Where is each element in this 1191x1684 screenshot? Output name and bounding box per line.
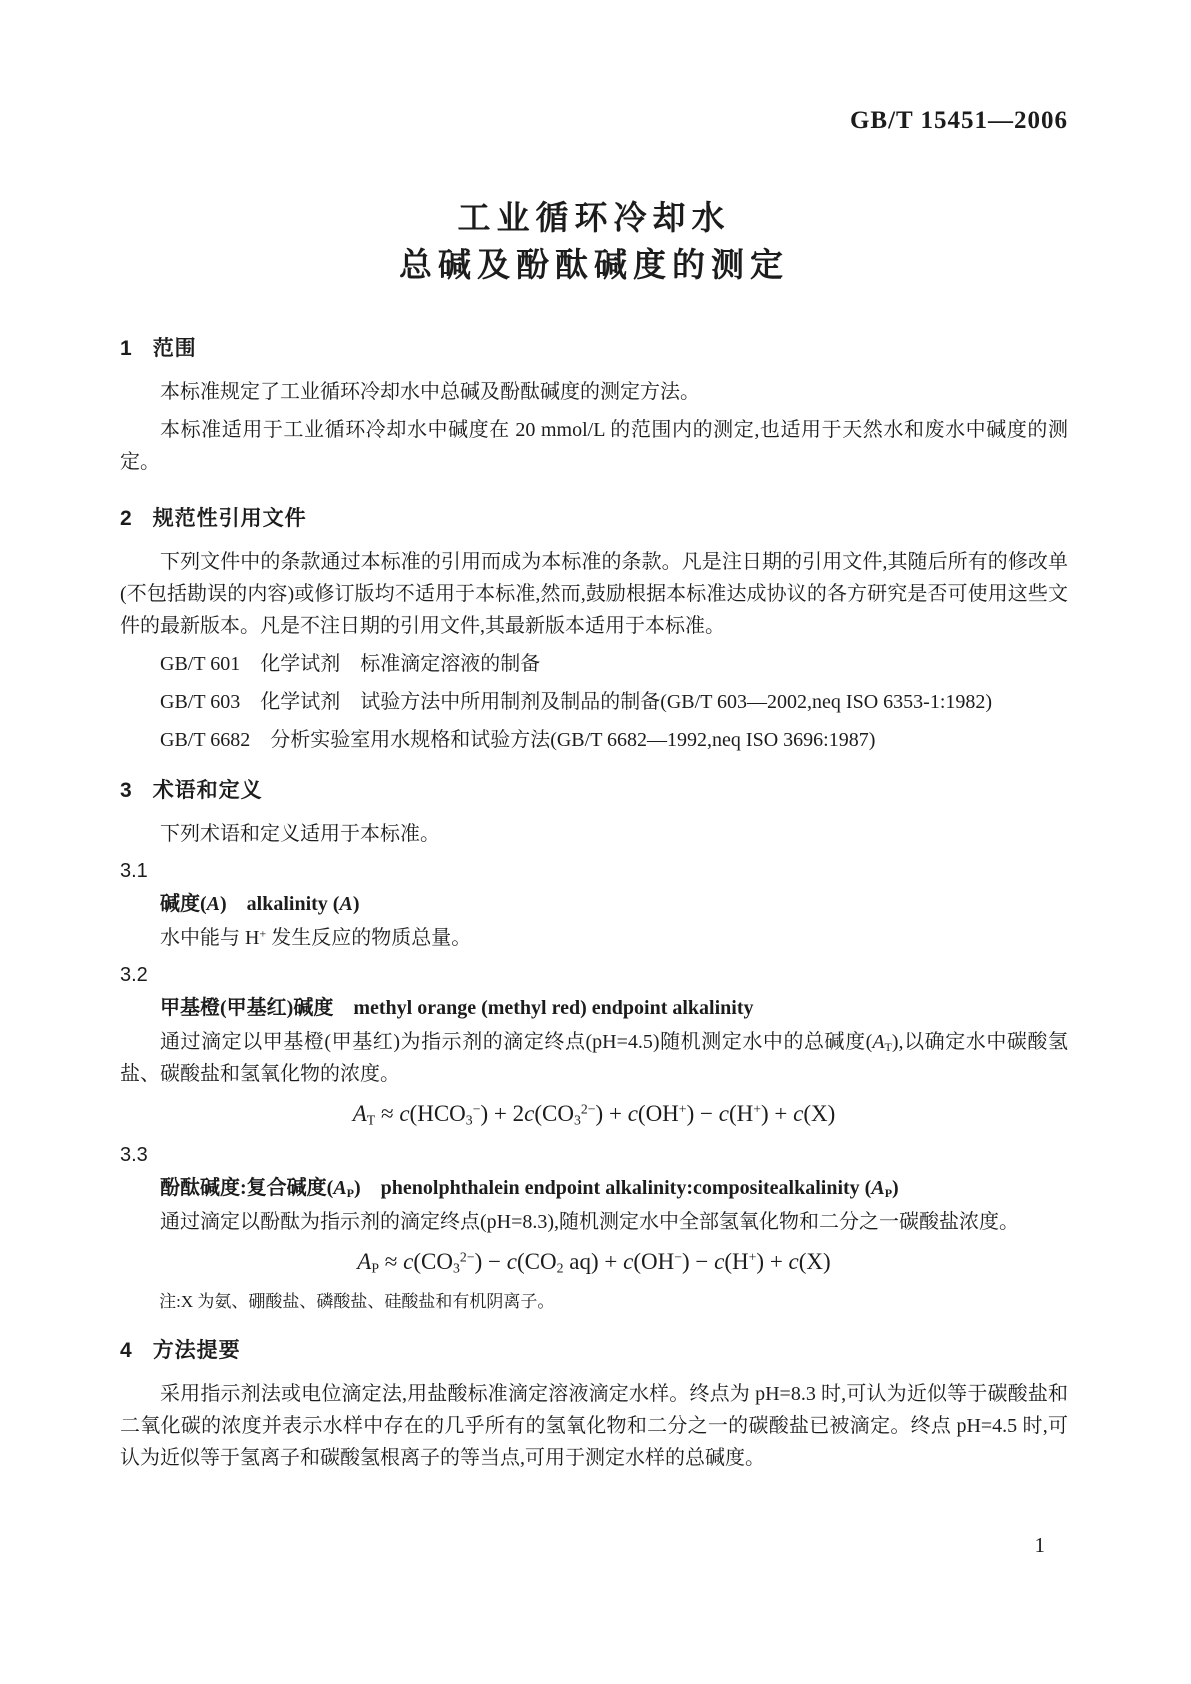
- clause-3-2-term: 甲基橙(甲基红)碱度 methyl orange (methyl red) endpoint alkalinity: [160, 997, 754, 1019]
- reference-item: GB/T 601 化学试剂 标准滴定溶液的制备: [160, 653, 541, 675]
- clause-3-1-term: 碱度(A) alkalinity (A): [160, 893, 360, 915]
- clause-3-2-definition: 通过滴定以甲基橙(甲基红)为指示剂的滴定终点(pH=4.5)随机测定水中的总碱度$(A_T)$,以确定水中碳酸氢盐、碳酸盐和氢氧化物的浓度。: [120, 1031, 1068, 1085]
- reference-item: GB/T 6682 分析实验室用水规格和试验方法(GB/T 6682—1992,neq ISO 3696:1987): [160, 729, 876, 751]
- section-3-title: 术语和定义: [152, 779, 263, 802]
- section-3-intro: 下列术语和定义适用于本标准。: [160, 823, 440, 845]
- section-1-scope: [120, 334, 1068, 478]
- section-4-para-1: 采用指示剂法或电位滴定法,用盐酸标准滴定溶液滴定水样。终点为 pH=8.3 时,可认为近似等于碳酸盐和二氧化碳的浓度并表示水样中存在的几乎所有的氢氧化物和二分之一的碳酸盐已被滴定。终点 pH=4.5 时,可认为近似等于氢离子和碳酸氢根离子的等当点,可用于测定水样的总碱度。: [120, 1383, 1068, 1469]
- section-4-heading: [120, 1336, 1068, 1366]
- formula-phenolphthalein-alkalinity: $A_P \approx c(CO_3^{2-}) - c(CO_2$ aq) + c(OH−) − c(H+) + c(X): [357, 1249, 831, 1276]
- note-x-definition: 注:X 为氨、硼酸盐、磷酸盐、硅酸盐和有机阴离子。: [159, 1292, 555, 1311]
- section-1-title: 范围: [152, 337, 197, 360]
- section-4-title: 方法提要: [152, 1339, 241, 1362]
- section-2-number: 2: [120, 507, 133, 530]
- section-4-number: 4: [120, 1339, 133, 1362]
- reference-item: GB/T 603 化学试剂 试验方法中所用制剂及制品的制备(GB/T 603—2002,neq ISO 6353-1:1982): [160, 691, 993, 713]
- section-4-method-summary: [120, 1336, 1068, 1474]
- section-3-heading: [120, 776, 1068, 806]
- clause-3-3-term: 酚酞碱度:复合碱度$(A_P)$ phenolphthalein endpoint alkalinity:compositealkalinity $(A_P)$: [160, 1177, 899, 1200]
- clause-3-3: [120, 1140, 1068, 1316]
- section-1-heading: [120, 334, 1068, 364]
- standard-number: GB/T 15451—2006: [849, 107, 1068, 134]
- section-1-number: 1: [120, 337, 133, 360]
- title-line-1: 工业循环冷却水: [457, 199, 731, 236]
- section-1-para-1: 本标准规定了工业循环冷却水中总碱及酚酞碱度的测定方法。: [160, 381, 700, 403]
- clause-3-1: [120, 856, 1068, 954]
- section-2-para-1: 下列文件中的条款通过本标准的引用而成为本标准的条款。凡是注日期的引用文件,其随后所有的修改单(不包括勘误的内容)或修订版均不适用于本标准,然而,鼓励根据本标准达成协议的各方研究是否可使用这些文件的最新版本。凡是不注日期的引用文件,其最新版本适用于本标准。: [120, 551, 1068, 637]
- section-2-normative-references: [120, 504, 1068, 756]
- clause-3-2-number: 3.2: [120, 964, 148, 986]
- section-1-para-2: 本标准适用于工业循环冷却水中碱度在 20 mmol/L 的范围内的测定,也适用于天然水和废水中碱度的测定。: [120, 419, 1068, 473]
- section-2-heading: [120, 504, 1068, 534]
- clause-3-1-number: 3.1: [120, 860, 148, 882]
- page-number: 1: [1034, 1533, 1045, 1557]
- section-2-title: 规范性引用文件: [152, 507, 307, 530]
- clause-3-3-definition: 通过滴定以酚酞为指示剂的滴定终点(pH=8.3),随机测定水中全部氢氧化物和二分之一碳酸盐浓度。: [160, 1211, 1020, 1233]
- section-3-number: 3: [120, 779, 133, 802]
- title-line-2: 总碱及酚酞碱度的测定: [399, 246, 789, 283]
- clause-3-3-number: 3.3: [120, 1144, 148, 1166]
- clause-3-2: [120, 960, 1068, 1132]
- clause-3-1-definition: 水中能与 H+ 发生反应的物质总量。: [160, 926, 472, 949]
- section-3-terms-definitions: [120, 776, 1068, 1316]
- document-title: [120, 194, 1068, 288]
- formula-total-alkalinity: $A_T \approx c(HCO_3^-) + 2c(CO_3^{2-}) + c(OH^+) - c(H^+) + c(X)$: [352, 1101, 836, 1128]
